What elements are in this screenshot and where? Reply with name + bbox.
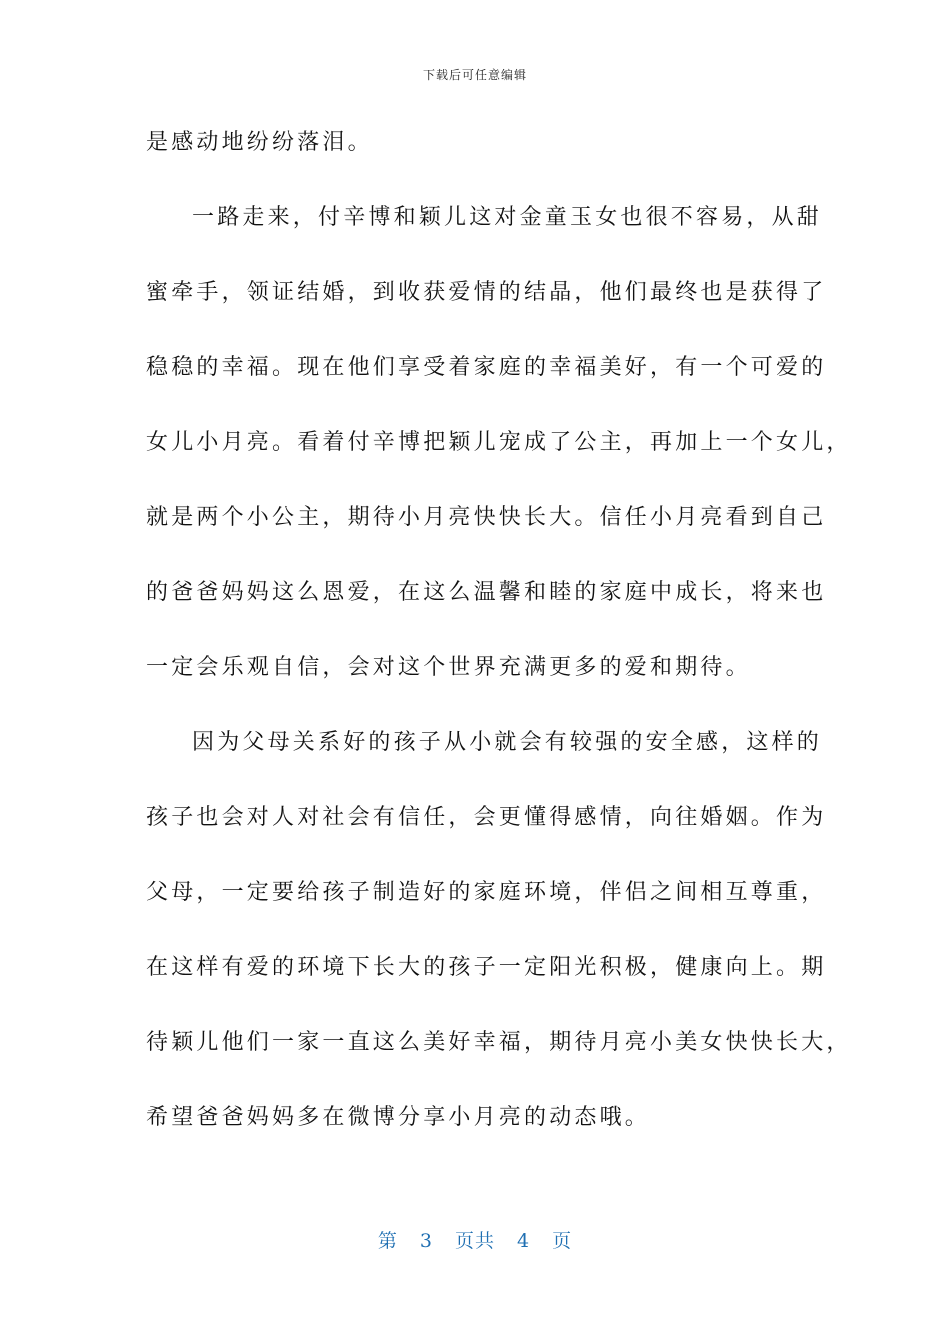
text-line: 一定会乐观自信，会对这个世界充满更多的爱和期待。 xyxy=(146,655,751,680)
page-label-suffix: 页 xyxy=(552,1230,573,1252)
page-header: 下载后可任意编辑 xyxy=(422,68,527,82)
text-line: 是感动地纷纷落泪。 xyxy=(146,130,373,155)
text-line: 就是两个小公主，期待小月亮快快长大。信任小月亮看到自己 xyxy=(146,505,827,530)
page-label-mid: 页共 xyxy=(454,1230,495,1252)
text-line: 蜜牵手，领证结婚，到收获爱情的结晶，他们最终也是获得了 xyxy=(146,280,827,305)
text-line: 的爸爸妈妈这么恩爱，在这么温馨和睦的家庭中成长，将来也 xyxy=(146,580,827,605)
text-line: 父母，一定要给孩子制造好的家庭环境，伴侣之间相互尊重， xyxy=(146,880,827,905)
total-pages: 4 xyxy=(517,1230,531,1252)
text-line: 在这样有爱的环境下长大的孩子一定阳光积极，健康向上。期 xyxy=(146,955,827,980)
text-line: 女儿小月亮。看着付辛博把颖儿宠成了公主，再加上一个女儿， xyxy=(146,430,852,455)
page-label-prefix: 第 xyxy=(377,1230,398,1252)
page-number xyxy=(0,1226,950,1253)
text-line: 因为父母关系好的孩子从小就会有较强的安全感，这样的 xyxy=(192,730,823,755)
text-line: 待颖儿他们一家一直这么美好幸福，期待月亮小美女快快长大， xyxy=(146,1030,852,1055)
text-line: 希望爸爸妈妈多在微博分享小月亮的动态哦。 xyxy=(146,1105,651,1130)
text-line: 一路走来，付辛博和颖儿这对金童玉女也很不容易，从甜 xyxy=(192,205,823,230)
current-page: 3 xyxy=(419,1230,433,1252)
text-line: 稳稳的幸福。现在他们享受着家庭的幸福美好，有一个可爱的 xyxy=(146,355,827,380)
text-line: 孩子也会对人对社会有信任，会更懂得感情，向往婚姻。作为 xyxy=(146,805,827,830)
